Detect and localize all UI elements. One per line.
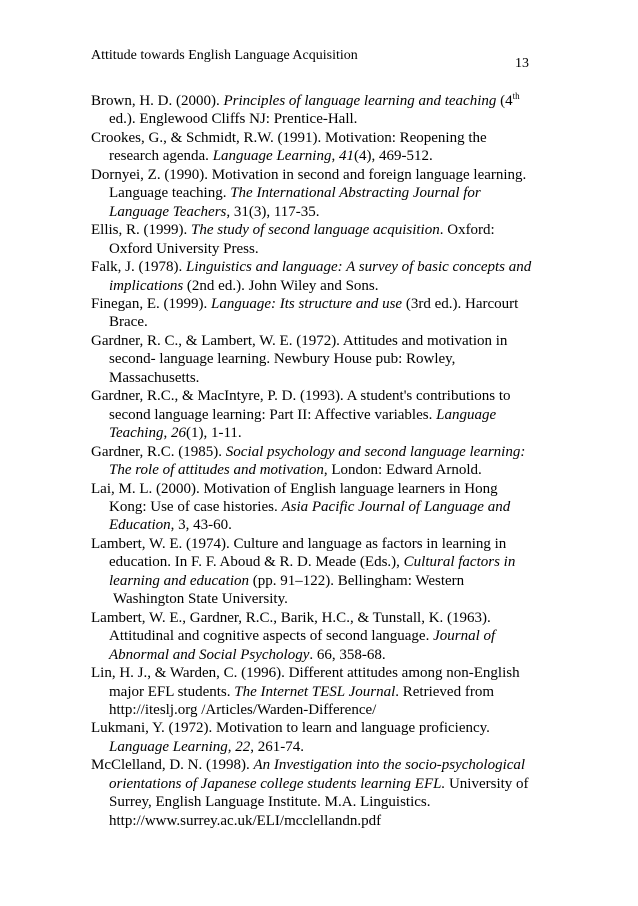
reference-text: research agenda.	[109, 148, 213, 165]
reference-text: Gardner, R.C. (1985).	[91, 443, 226, 460]
reference-text: Lai, M. L. (2000). Motivation of English language learners in Hong	[91, 480, 498, 497]
reference-line	[91, 295, 561, 313]
reference-line	[91, 572, 561, 590]
reference-entry	[91, 664, 561, 719]
reference-line	[91, 775, 561, 793]
reference-line	[91, 498, 561, 516]
reference-text: . Retrieved from	[395, 683, 494, 700]
reference-text: Falk, J. (1978).	[91, 259, 186, 276]
reference-text: Kong: Use of case histories.	[109, 498, 282, 515]
reference-text: Attitudinal and cognitive aspects of second language.	[109, 628, 434, 645]
running-head: Attitude towards English Language Acquisition	[91, 48, 358, 63]
reference-text: Lambert, W. E., Gardner, R.C., Barik, H.C., & Tunstall, K. (1963).	[91, 609, 491, 626]
reference-line	[91, 129, 561, 147]
italic-text: The Internet TESL Journal	[234, 683, 396, 700]
italic-text: 26	[170, 425, 186, 442]
italic-text: 41	[338, 148, 354, 165]
reference-line	[91, 184, 561, 202]
reference-line	[91, 738, 561, 756]
reference-text: , London: Edward Arnold.	[323, 462, 482, 479]
reference-text: McClelland, D. N. (1998).	[91, 757, 254, 774]
reference-text: Massachusetts.	[109, 369, 200, 386]
reference-text: , 31(3), 117-35.	[226, 203, 320, 220]
reference-text: second language learning: Part II: Affective variables.	[109, 406, 437, 423]
reference-line	[91, 646, 561, 664]
reference-line	[91, 590, 561, 608]
italic-text: Linguistics and language: A survey of basic concepts and	[186, 259, 532, 276]
reference-text: http://www.surrey.ac.uk/ELI/mcclellandn.pdf	[109, 812, 382, 829]
italic-text: orientations of Japanese college students learning EFL.	[109, 775, 446, 792]
reference-entry	[91, 332, 561, 387]
reference-line	[91, 258, 561, 276]
reference-entry	[91, 258, 561, 295]
reference-text: second- language learning. Newbury House pub: Rowley,	[109, 351, 456, 368]
reference-entry	[91, 480, 561, 535]
italic-text: An Investigation into the socio-psychological	[253, 757, 526, 774]
reference-entry	[91, 92, 561, 129]
reference-line	[91, 221, 561, 239]
reference-line	[91, 147, 561, 165]
italic-text: The study of second language acquisition	[191, 222, 440, 239]
reference-line	[91, 535, 561, 553]
reference-text: Crookes, G., & Schmidt, R.W. (1991). Motivation: Reopening the	[91, 129, 487, 146]
italic-text: Social psychology and second language learning:	[225, 443, 526, 460]
reference-text: Oxford University Press.	[109, 240, 259, 257]
reference-line	[91, 461, 561, 479]
superscript-text: th	[512, 91, 520, 101]
reference-line	[91, 627, 561, 645]
italic-text: Abnormal and Social Psychology	[109, 646, 310, 663]
reference-line	[91, 553, 561, 571]
italic-text: Language Learning	[212, 148, 332, 165]
reference-text: Brace.	[109, 314, 148, 331]
italic-text: implications	[109, 277, 184, 294]
reference-line	[91, 664, 561, 682]
reference-line	[91, 443, 561, 461]
reference-text: Lukmani, Y. (1972). Motivation to learn and language proficiency.	[91, 720, 490, 737]
reference-text: (4	[496, 93, 513, 109]
reference-text: Dornyei, Z. (1990). Motivation in second and foreign language learning.	[91, 166, 527, 183]
reference-text: education. In F. F. Aboud & R. D. Meade (Eds.),	[109, 554, 404, 571]
italic-text: Teaching	[109, 425, 164, 442]
reference-text: Washington State University.	[113, 591, 288, 608]
reference-text: (2nd ed.). John Wiley and Sons.	[183, 277, 379, 294]
reference-line	[91, 609, 561, 627]
reference-entry	[91, 221, 561, 258]
reference-line	[91, 480, 561, 498]
italic-text: Language Teachers	[109, 203, 227, 220]
reference-text: (1), 1-11.	[185, 425, 242, 442]
reference-line	[91, 812, 561, 830]
reference-list	[91, 92, 561, 830]
reference-line	[91, 240, 561, 258]
reference-entry	[91, 295, 561, 332]
reference-line	[91, 516, 561, 534]
reference-text: http://iteslj.org /Articles/Warden-Difference/	[109, 701, 377, 718]
italic-text: Education	[109, 517, 171, 534]
reference-text: (4), 469-512.	[353, 148, 433, 165]
italic-text: Asia Pacific Journal of Language and	[281, 498, 511, 515]
reference-entry	[91, 535, 561, 609]
reference-text: , 261-74.	[250, 738, 305, 755]
reference-text: Lambert, W. E. (1974). Culture and language as factors in learning in	[91, 535, 507, 552]
reference-text: Language teaching.	[109, 185, 231, 202]
reference-text: ,	[163, 425, 171, 442]
reference-line	[91, 166, 561, 184]
italic-text: Language: Its structure and use	[210, 295, 403, 312]
reference-text: Brown, H. D. (2000).	[91, 93, 224, 109]
reference-text: University of	[445, 775, 529, 792]
italic-text: Principles of language learning and teaching	[223, 93, 497, 109]
italic-text: The International Abstracting Journal for	[230, 185, 481, 202]
reference-line	[91, 719, 561, 737]
reference-line	[91, 701, 561, 719]
reference-text: major EFL students.	[109, 683, 235, 700]
reference-line	[91, 406, 561, 424]
reference-line	[91, 110, 561, 128]
reference-text: Gardner, R.C., & MacIntyre, P. D. (1993). A student's contributions to	[91, 388, 511, 405]
reference-text: . Oxford:	[439, 222, 495, 239]
reference-text: (3rd ed.). Harcourt	[402, 295, 519, 312]
reference-text: Gardner, R. C., & Lambert, W. E. (1972). Attitudes and motivation in	[91, 332, 508, 349]
reference-line	[91, 369, 561, 387]
reference-entry	[91, 756, 561, 830]
reference-entry	[91, 387, 561, 442]
reference-line	[91, 793, 561, 811]
reference-text: Ellis, R. (1999).	[91, 222, 191, 239]
reference-text: ,	[331, 148, 339, 165]
reference-entry	[91, 166, 561, 221]
reference-line	[91, 332, 561, 350]
italic-text: Cultural factors in	[403, 554, 516, 571]
reference-text: Lin, H. J., & Warden, C. (1996). Different attitudes among non-English	[91, 665, 520, 682]
reference-line	[91, 203, 561, 221]
reference-text: Finegan, E. (1999).	[91, 295, 211, 312]
reference-line	[91, 424, 561, 442]
reference-line	[91, 756, 561, 774]
reference-entry	[91, 719, 561, 756]
italic-text: learning and education	[109, 572, 249, 589]
reference-line	[91, 277, 561, 295]
italic-text: Language	[436, 406, 497, 423]
reference-text: (pp. 91–122). Bellingham: Western	[248, 572, 465, 589]
reference-line	[91, 313, 561, 331]
italic-text: Language Learning, 22	[109, 738, 251, 755]
reference-line	[91, 683, 561, 701]
reference-line	[91, 92, 561, 110]
page-number: 13	[515, 56, 529, 71]
reference-text: ed.). Englewood Cliffs NJ: Prentice-Hall.	[109, 111, 358, 128]
reference-text: . 66, 358-68.	[309, 646, 386, 663]
reference-text: Surrey, English Language Institute. M.A. Linguistics.	[109, 794, 431, 811]
reference-line	[91, 350, 561, 368]
reference-text: , 3, 43-60.	[170, 517, 232, 534]
reference-line	[91, 387, 561, 405]
italic-text: The role of attitudes and motivation	[109, 462, 324, 479]
reference-entry	[91, 129, 561, 166]
reference-entry	[91, 443, 561, 480]
reference-entry	[91, 609, 561, 664]
italic-text: Journal of	[433, 628, 496, 645]
